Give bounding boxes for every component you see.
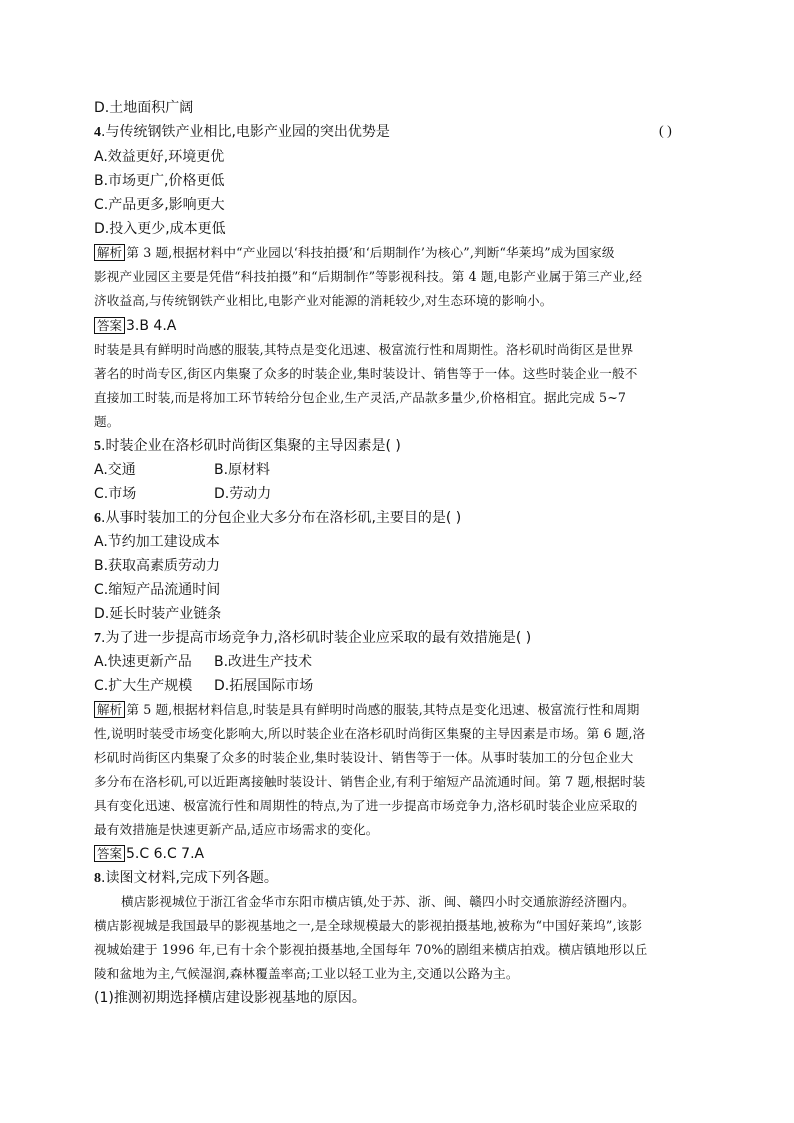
material-text: 著名的时尚专区,街区内集聚了众多的时装企业,集时装设计、销售等于一体。这些时装企业一般不 — [94, 366, 638, 381]
reading-text: 横店影视城位于浙江省金华市东阳市横店镇,处于苏、浙、闽、赣四小时交通旅游经济圈内。 — [121, 894, 635, 909]
answer-bracket: ( ) — [659, 124, 672, 139]
answer-tag: 答案 — [94, 317, 125, 334]
material-text: 时装是具有鲜明时尚感的服装,其特点是变化迅速、极富流行性和周期性。洛杉矶时尚街区是世界 — [94, 342, 634, 357]
question-number: 4 — [94, 125, 101, 140]
option-d-q3: D.土地面积广阔 — [94, 100, 194, 116]
material-text: 直接加工时装,而是将加工环节转给分包企业,生产灵活,产品款多量少,价格相宜。据此完成 5~7 — [94, 390, 627, 405]
material-text: 题。 — [94, 414, 120, 429]
answer-line — [94, 316, 176, 336]
option-b-q6: B.获取高素质劳动力 — [94, 558, 221, 574]
analysis-text: 第 5 题,根据材料信息,时装是具有鲜明时尚感的服装,其特点是变化迅速、极富流行性和周期 — [126, 702, 640, 717]
option-d-q4: D.投入更少,成本更低 — [94, 221, 226, 237]
option-b-q5: B.原材料 — [214, 462, 271, 478]
option-c-q7: C.扩大生产规模 — [94, 678, 193, 694]
reading-text: 陵和盆地为主,气候湿润,森林覆盖率高;工业以轻工业为主,交通以公路为主。 — [94, 966, 519, 981]
option-d-q5: D.劳动力 — [214, 486, 272, 502]
question-stem: .从事时装加工的分包企业大多分布在洛杉矶,主要目的是( ) — [101, 510, 462, 526]
option-a-q6: A.节约加工建设成本 — [94, 534, 220, 550]
options-row — [94, 676, 313, 696]
answer-tag: 答案 — [94, 845, 125, 862]
question-8 — [94, 868, 278, 888]
analysis-text: 济收益高,与传统钢铁产业相比,电影产业对能源的消耗较少,对生态环境的影响小。 — [94, 293, 553, 308]
analysis-tag: 解析 — [94, 244, 125, 261]
analysis-line — [94, 700, 640, 720]
options-row — [94, 652, 312, 672]
question-stem: .与传统钢铁产业相比,电影产业园的突出优势是 — [101, 124, 390, 140]
question-4 — [94, 122, 390, 142]
question-number: 8 — [94, 871, 101, 886]
option-d-q7: D.拓展国际市场 — [214, 678, 314, 694]
option-b-q4: B.市场更广,价格更低 — [94, 173, 225, 189]
option-a-q4: A.效益更好,环境更优 — [94, 149, 225, 165]
question-6 — [94, 508, 461, 528]
analysis-text: 具有变化迅速、极富流行性和周期性的特点,为了进一步提高市场竞争力,洛杉矶时装企业应采取的 — [94, 798, 638, 813]
subquestion-8-1: (1)推测初期选择横店建设影视基地的原因。 — [94, 990, 366, 1006]
analysis-text: 性,说明时装受市场变化影响大,所以时装企业在洛杉矶时尚街区集聚的主导因素是市场。第 6 题,洛 — [94, 726, 646, 741]
analysis-tag: 解析 — [94, 701, 125, 718]
question-number: 6 — [94, 511, 101, 526]
analysis-text: 影视产业园区主要是凭借“科技拍摄”和“后期制作”等影视科技。第 4 题,电影产业属于第三产业,经 — [94, 269, 643, 284]
analysis-text: 第 3 题,根据材料中“产业园以‘科技拍摄’和‘后期制作’为核心”,判断“华莱坞”成为国家级 — [126, 245, 615, 260]
option-c-q5: C.市场 — [94, 486, 137, 502]
analysis-line — [94, 243, 615, 263]
answer-text: 3.B 4.A — [126, 318, 177, 334]
options-row — [94, 460, 270, 480]
option-a-q5: A.交通 — [94, 462, 136, 478]
analysis-text: 最有效措施是快速更新产品,适应市场需求的变化。 — [94, 822, 379, 837]
answer-line — [94, 844, 204, 864]
question-stem: .时装企业在洛杉矶时尚街区集聚的主导因素是( ) — [101, 438, 401, 454]
options-row — [94, 484, 271, 504]
reading-text: 视城始建于 1996 年,已有十余个影视拍摄基地,全国每年 70%的剧组来横店拍戏。横店镇地形以丘 — [94, 942, 648, 957]
option-b-q7: B.改进生产技术 — [214, 654, 313, 670]
analysis-text: 多分布在洛杉矶,可以近距离接触时装设计、销售企业,有利于缩短产品流通时间。第 7 题,根据时装 — [94, 774, 646, 789]
option-c-q4: C.产品更多,影响更大 — [94, 197, 225, 213]
question-stem: .读图文材料,完成下列各题。 — [101, 870, 278, 886]
answer-text: 5.C 6.C 7.A — [126, 846, 205, 862]
option-c-q6: C.缩短产品流通时间 — [94, 582, 221, 598]
analysis-text: 杉矶时尚街区内集聚了众多的时装企业,集时装设计、销售等于一体。从事时装加工的分包企业大 — [94, 750, 634, 765]
option-d-q6: D.延长时装产业链条 — [94, 606, 222, 622]
question-number: 5 — [94, 439, 101, 454]
option-a-q7: A.快速更新产品 — [94, 654, 192, 670]
question-stem: .为了进一步提高市场竞争力,洛杉矶时装企业应采取的最有效措施是( ) — [101, 630, 532, 646]
question-5 — [94, 436, 401, 456]
question-number: 7 — [94, 631, 101, 646]
reading-text: 横店影视城是我国最早的影视基地之一,是全球规模最大的影视拍摄基地,被称为“中国好莱坞”,该影 — [94, 918, 643, 933]
question-7 — [94, 628, 531, 648]
